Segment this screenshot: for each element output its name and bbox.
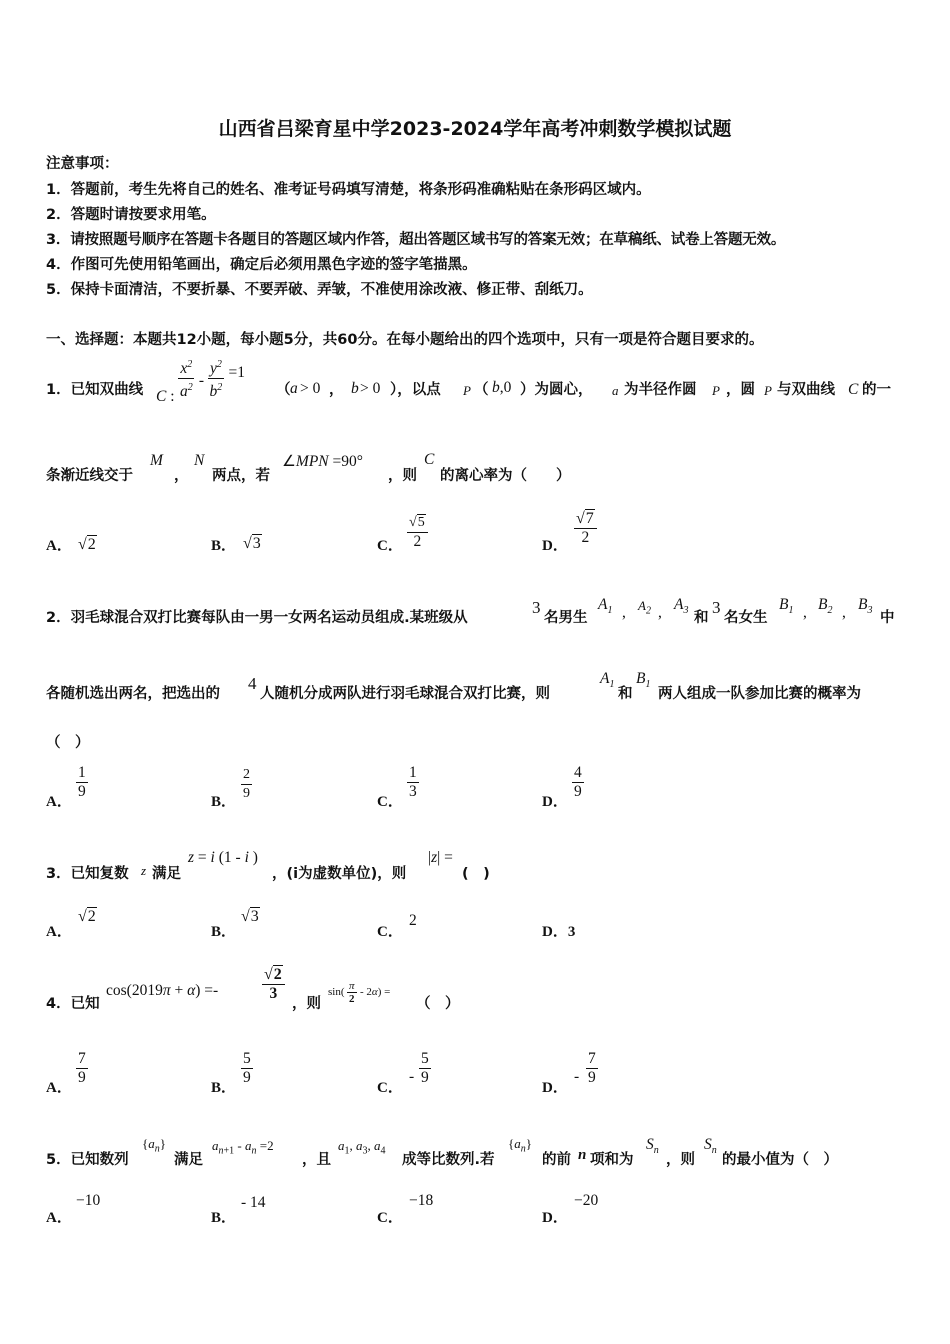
notice-item: 2．答题时请按要求用笔。 — [46, 207, 216, 223]
notice-item: 4．作图可先使用铅笔画出，确定后必须用黑色字迹的签字笔描黑。 — [46, 257, 477, 273]
question-3: 3．已知复数 z 满足 z = i (1 - i ) ，(i为虚数单位)，则 |z| = ( ) — [46, 849, 490, 882]
question-2-line2: 各随机选出两名，把选出的 4 人随机分成两队进行羽毛球混合双打比赛，则 $A_1$ 和 $B_1$ 两人组成一队参加比赛的概率为 — [46, 670, 861, 702]
question-1-line2: 条渐近线交于 M ， N 两点，若 ∠MPN =90° ，则 C 的离心率为（ ） — [46, 451, 571, 484]
q3-option-d[interactable]: D．3 — [542, 924, 576, 940]
q5-option-b[interactable]: B． - 14 — [211, 1194, 266, 1226]
notice-item: 3．请按照题号顺序在答题卡各题目的答题区域内作答，超出答题区域书写的答案无效；在草稿纸、试卷上答题无效。 — [46, 232, 786, 248]
section-heading: 一、选择题：本题共12小题，每小题5分，共60分。在每小题给出的四个选项中，只有一项是符合题目要求的。 — [46, 332, 764, 348]
q2-option-c[interactable]: C． $\frac{1}{3}$ — [377, 764, 417, 810]
q4-option-b[interactable]: B． $\frac{5}{9}$ — [211, 1050, 251, 1096]
q4-option-d[interactable]: D． - $\frac{7}{9}$ — [542, 1050, 596, 1096]
question-2: 2．羽毛球混合双打比赛每队由一男一女两名运动员组成.某班级从 3 名男生 $A_1$ , $A_2$ , $A_3$ 和 3 名女生 $B_1$ , $B_2$ , $B_3$ 中 — [46, 596, 895, 626]
question-2-line3: （ ） — [46, 735, 90, 751]
question-4: 4．已知 cos(2019π + α) =- $\frac{√2}{3}$ ，则 sin( $\frac{\pi}{2}$ - 2α) = （ ） — [46, 966, 460, 1012]
notice-item: 5．保持卡面清洁，不要折暴、不要弄破、弄皱，不准使用涂改液、修正带、刮纸刀。 — [46, 282, 593, 298]
q3-option-c[interactable]: C． 2 — [377, 912, 417, 940]
q2-option-d[interactable]: D． $\frac{4}{9}$ — [542, 764, 582, 810]
q4-option-a[interactable]: A． $\frac{7}{9}$ — [46, 1050, 86, 1096]
notice-item: 1．答题前，考生先将自己的姓名、准考证号码填写清楚，将条形码准确粘贴在条形码区域内。 — [46, 182, 651, 198]
q3-option-b[interactable]: B． √3 — [211, 908, 259, 940]
q1-option-d[interactable]: D． $\frac{√7}{2}$ — [542, 510, 622, 564]
q5-option-d[interactable]: D． −20 — [542, 1192, 599, 1226]
q2-option-b[interactable]: B． $\frac{2}{9}$ — [211, 767, 250, 810]
notice-heading: 注意事项： — [46, 156, 119, 172]
q5-option-c[interactable]: C． −18 — [377, 1192, 434, 1226]
q5-option-a[interactable]: A． −10 — [46, 1192, 101, 1226]
question-5: 5．已知数列 $\{a_n\}$ 满足 $a_{n+1} - a_n =2$ ，且 $a_1$, $a_3$, $a_4$ 成等比数列.若 $\{a_n\}$ 的前 n 项和为 $S_n$ ，则 $S_n$ 的最小值为（ ） — [46, 1136, 838, 1168]
q3-option-a[interactable]: A． √2 — [46, 908, 96, 940]
q1-option-a[interactable]: A． √2 — [46, 536, 96, 554]
hyperbola-equation: C : $\frac{x^2}{a^2}$ - $\frac{y^2}{b^2}$ =1 — [156, 356, 245, 401]
q1-option-b[interactable]: B． √3 — [211, 535, 261, 554]
page-title: 山西省吕梁育星中学2023-2024学年高考冲刺数学模拟试题 — [218, 118, 732, 140]
q4-option-c[interactable]: C． - $\frac{5}{9}$ — [377, 1050, 429, 1096]
q2-option-a[interactable]: A． $\frac{1}{9}$ — [46, 764, 86, 810]
q1-option-c[interactable]: C． $\frac{√5}{2}$ — [377, 514, 457, 564]
